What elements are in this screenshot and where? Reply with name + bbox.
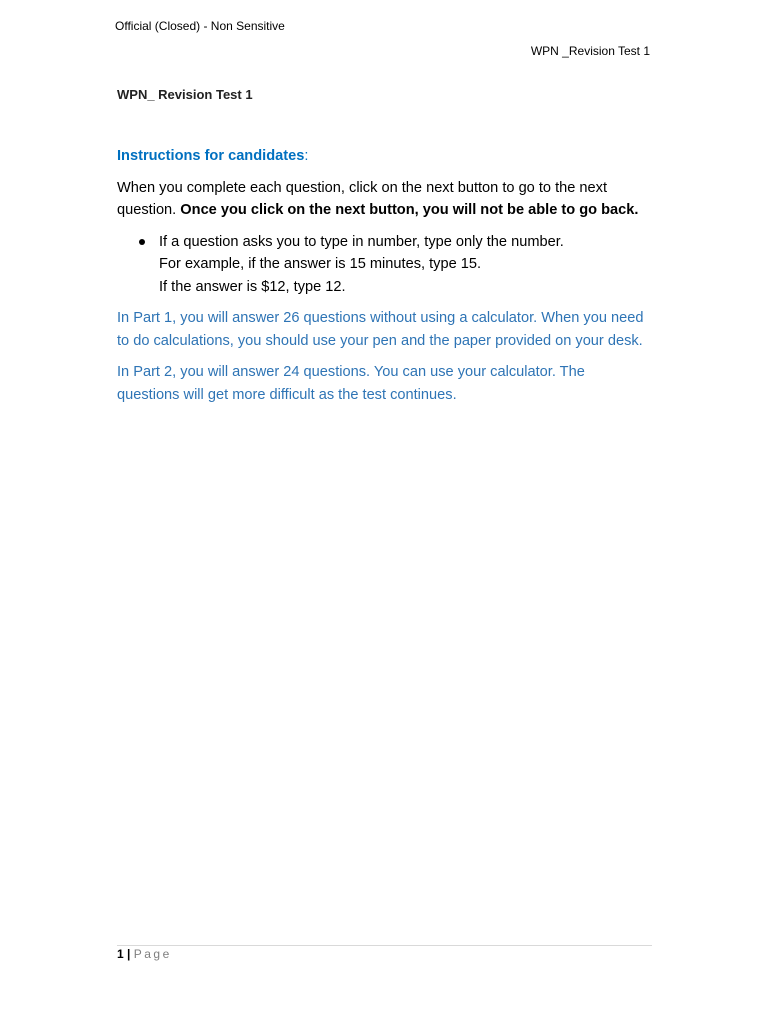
bullet-list [117, 231, 647, 299]
part2-paragraph: In Part 2, you will answer 24 questions. You can use your calculator. The questions will get more difficult as the test continues. [117, 364, 585, 403]
bullet-line: If a question asks you to type in number, type only the number. [159, 233, 564, 250]
page-footer [117, 947, 172, 961]
instructions-heading-text: Instructions for candidates [117, 148, 305, 164]
page-number: 1 [117, 947, 124, 961]
bullet-dot-icon [139, 239, 145, 245]
list-item [117, 231, 647, 299]
bullet-line: If the answer is $12, type 12. [159, 278, 346, 295]
instructions-heading-colon: : [304, 148, 309, 164]
page-label: Page [133, 947, 172, 961]
intro-bold-warning: Once you click on the next button, you will not be able to go back. [180, 202, 639, 218]
intro-text: When you complete each question, click on the next button to go to the next question. [117, 179, 608, 218]
footer-separator: | [127, 947, 131, 961]
footer-divider [117, 945, 652, 946]
classification-label: Official (Closed) - Non Sensitive [115, 19, 285, 33]
part1-paragraph: In Part 1, you will answer 26 questions without using a calculator. When you need to do calculations, you should use your pen and the paper provided on your desk. [117, 310, 644, 349]
running-header-title: WPN _Revision Test 1 [530, 44, 650, 58]
intro-paragraph [117, 177, 647, 222]
document-title: WPN_ Revision Test 1 [117, 87, 253, 102]
document-body [117, 145, 647, 415]
instructions-heading [117, 145, 647, 168]
bullet-line: For example, if the answer is 15 minutes, type 15. [159, 256, 482, 272]
